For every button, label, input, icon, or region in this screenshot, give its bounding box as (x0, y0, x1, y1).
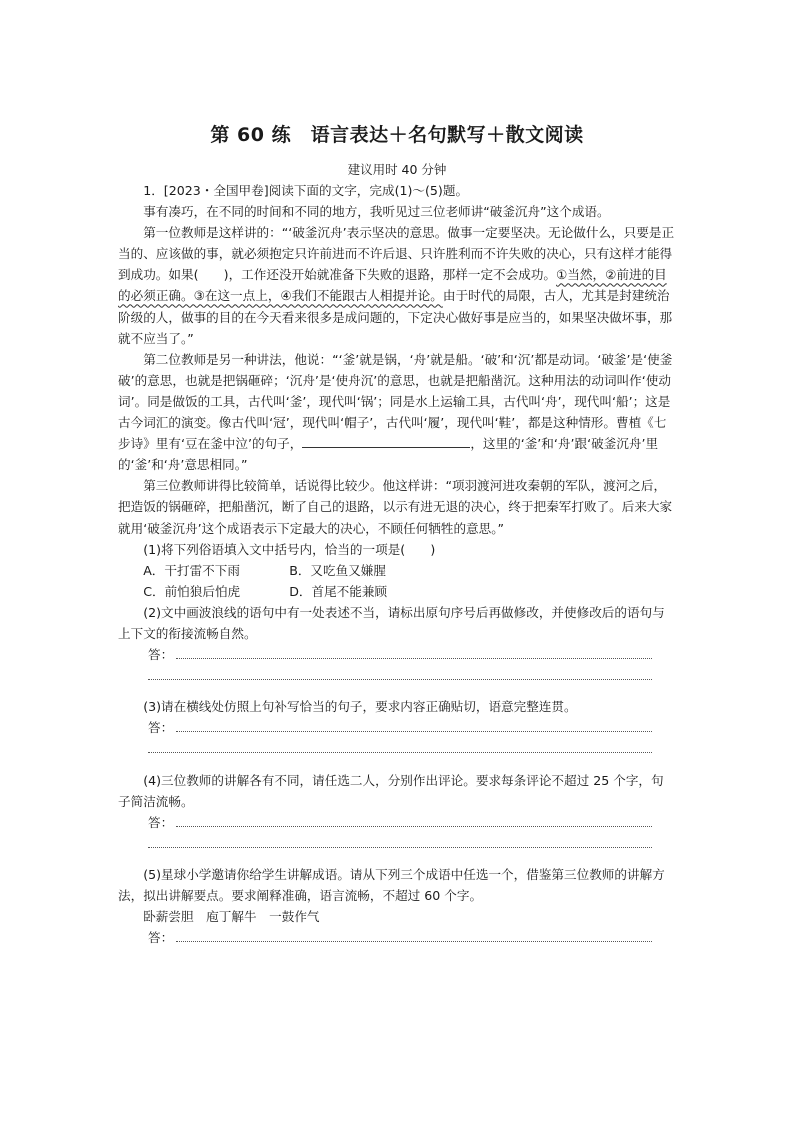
answer-label: 答： (148, 930, 174, 946)
idiom-choices: 卧薪尝胆 庖丁解牛 一鼓作气 (143, 909, 320, 925)
passage-paragraph-2 (118, 222, 676, 349)
subquestion-5: (5)星球小学邀请你给学生讲解成语。请从下列三个成语中任选一个，借鉴第三位教师的讲解方法，拟出讲解要点。要求阐释准确，语言流畅，不超过 60 个字。 (118, 866, 665, 903)
paragraph-2-text-b: 由于时代的局限，古人，尤其是封建统治阶级的人，做事的目的在今天看来很多是成问题的，下定决心做好事是应当的，如果坚决做坏事，那就不应当了。” (118, 288, 673, 346)
subquestion-2: (2)文中画波浪线的语句中有一处表述不当，请标出原句序号后再做修改，并使修改后的语句与上下文的衔接流畅自然。 (118, 604, 665, 641)
passage-paragraph-3 (118, 349, 676, 476)
page-title: 第 60 练 语言表达＋名句默写＋散文阅读 (210, 124, 584, 146)
answer-label: 答： (148, 814, 174, 830)
answer-line-2-1[interactable] (118, 644, 676, 665)
answer-line-3-2[interactable] (118, 738, 676, 759)
passage-paragraph-1: 事有凑巧，在不同的时间和不同的地方，我听见过三位老师讲“破釜沉舟”这个成语。 (143, 204, 610, 220)
suggested-time: 建议用时 40 分钟 (347, 162, 447, 177)
answer-label: 答： (148, 647, 174, 663)
options-row-2 (118, 581, 676, 602)
paragraph-3-text-b: ，这里的‘釜’和‘舟’跟‘破釜沉舟’里的‘釜’和‘舟’意思相同。” (118, 436, 659, 473)
option-c[interactable]: C．前怕狼后怕虎 (143, 583, 241, 599)
paragraph-2-text-a: 第一位教师是这样讲的：“‘破釜沉舟’表示坚决的意思。做事一定要坚决。无论做什么，只要是正当的、应该做的事，就必须抱定只许前进而不许后退、只许胜利而不许失败的决心，只有这样才能得到成功。如果( )，工作还没开始就准备下失败的退路，那样一定不会成功。 (118, 225, 675, 283)
answer-line-3-1[interactable] (118, 717, 676, 738)
answer-line-2-2[interactable] (118, 665, 676, 686)
options-row-1 (118, 560, 676, 581)
passage-paragraph-4: 第三位教师讲得比较简单，话说得比较少。他这样讲：“项羽渡河进攻秦朝的军队，渡河之后，把造饭的锅砸碎，把船凿沉，断了自己的退路，以示有进无退的决心，终于把秦军打败了。后来大家就用‘破釜沉舟’这个成语表示下定最大的决心，不顾任何牺牲的意思。” (118, 478, 673, 536)
subquestion-4: (4)三位教师的讲解各有不同，请任选二人，分别作出评论。要求每条评论不超过 25 个字，句子简洁流畅。 (118, 772, 664, 809)
option-b[interactable]: B．又吃鱼又嫌腥 (289, 562, 386, 578)
option-d[interactable]: D．首尾不能兼顾 (289, 583, 388, 599)
question-body (118, 180, 676, 948)
fill-in-blank-line[interactable] (302, 435, 470, 448)
answer-line-5-1[interactable] (118, 927, 676, 948)
paragraph-3-text-a: 第二位教师是另一种讲法，他说：“‘釜’就是锅，‘舟’就是船。‘破’和‘沉’都是动词。‘破釜’是‘使釜破’的意思，也就是把锅砸碎；‘沉舟’是‘使舟沉’的意思，也就是把船凿沉。这种用法的动词叫作‘使动词’。同是做饭的工具，古代叫‘釜’，现代叫‘锅’；同是水上运输工具，古代叫‘舟’，现代叫‘船’；这是古今词汇的演变。像古代叫‘冠’，现代叫‘帽子’，古代叫‘履’，现代叫‘鞋’，都是这种情形。曹植《七步诗》里有‘豆在釜中泣’的句子， (118, 351, 673, 452)
option-a[interactable]: A．干打雷不下雨 (143, 562, 240, 578)
wavy-underlined-sentence: ①当然，②前进的目的必须正确。③在这一点上，④我们不能跟古人相提并论。 (118, 267, 667, 304)
answer-line-4-1[interactable] (118, 812, 676, 833)
answer-label: 答： (148, 720, 174, 736)
answer-line-4-2[interactable] (118, 833, 676, 854)
subquestion-3: (3)请在横线处仿照上句补写恰当的句子，要求内容正确贴切，语意完整连贯。 (143, 699, 577, 715)
subquestion-1: (1)将下列俗语填入文中括号内，恰当的一项是( ) (143, 541, 436, 557)
question-1-header: 1．[2023・全国甲卷]阅读下面的文字，完成(1)～(5)题。 (143, 183, 469, 198)
